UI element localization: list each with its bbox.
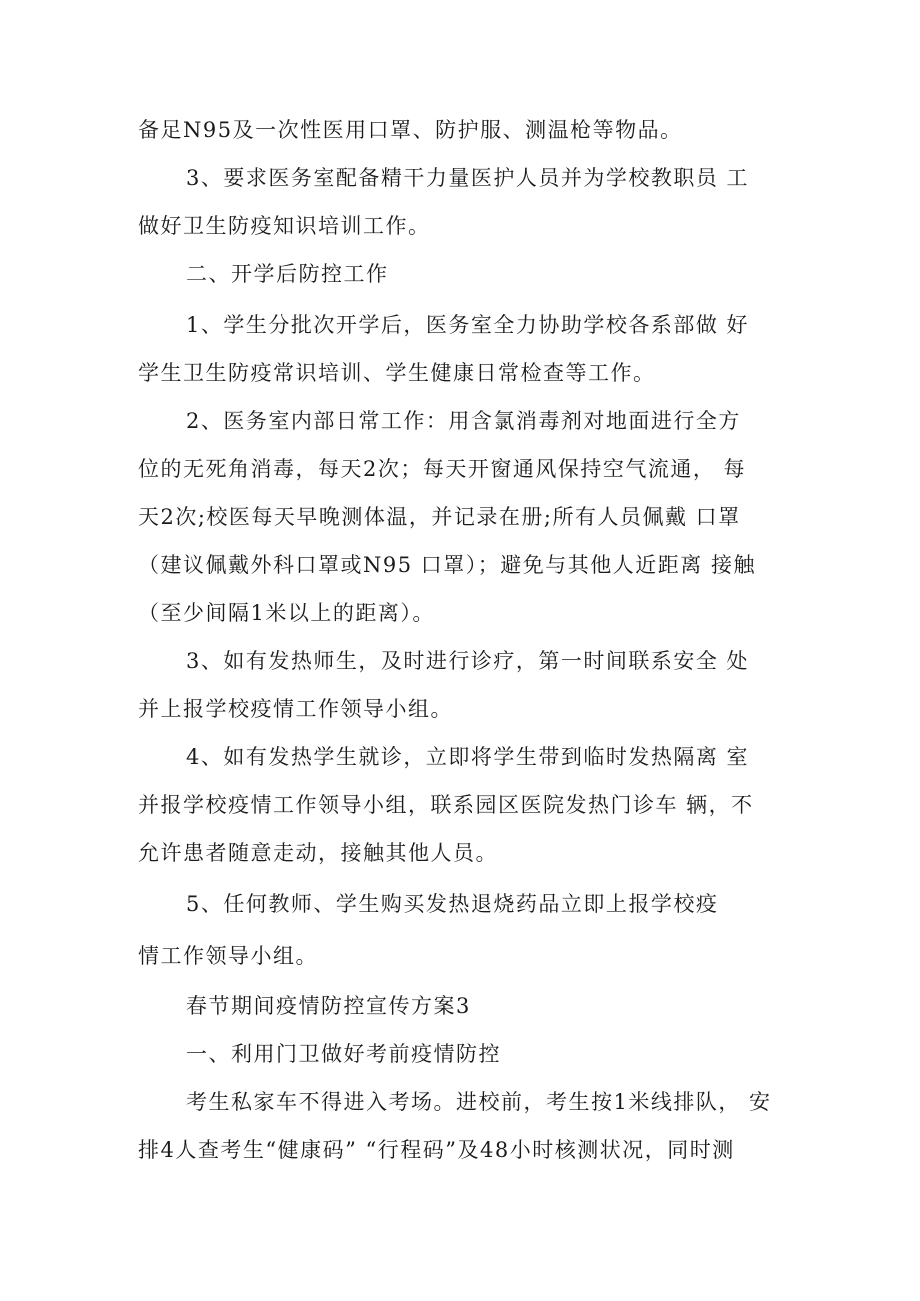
section-heading: 春节期间疫情防控宣传方案3 — [186, 994, 471, 1018]
text-line: （至少间隔1米以上的距离）。 — [138, 601, 435, 625]
text-line: 3、要求医务室配备精干力量医护人员并为学校教职员 工 — [186, 166, 750, 190]
text-line: 3、如有发热师生，及时进行诊疗，第一时间联系安全 处 — [186, 649, 750, 673]
text-line: 并上报学校疫情工作领导小组。 — [138, 697, 453, 721]
text-line: （建议佩戴外科口罩或N95 口罩）；避免与其他人近距离 接触 — [138, 553, 756, 577]
text-line: 做好卫生防疫知识培训工作。 — [138, 214, 431, 238]
text-line: 备足N95及一次性医用口罩、防护服、测温枪等物品。 — [138, 118, 683, 142]
text-line: 1、学生分批次开学后，医务室全力协助学校各系部做 好 — [186, 313, 750, 337]
text-line: 5、任何教师、学生购买发热退烧药品立即上报学校疫 — [186, 892, 719, 916]
text-line: 2、医务室内部日常工作：用含氯消毒剂对地面进行全方 — [186, 409, 741, 433]
text-line: 情工作领导小组。 — [138, 944, 318, 968]
text-line: 排4人查考生“健康码” “行程码”及48小时核测状况，同时测 — [138, 1138, 735, 1162]
text-line: 考生私家车不得进入考场。进校前，考生按1米线排队， 安 — [186, 1090, 772, 1114]
section-heading: 二、开学后防控工作 — [186, 262, 389, 286]
text-line: 学生卫生防疫常识培训、学生健康日常检查等工作。 — [138, 361, 656, 385]
text-line: 4、如有发热学生就诊，立即将学生带到临时发热隔离 室 — [186, 745, 750, 769]
text-line: 允许患者随意走动，接触其他人员。 — [138, 841, 498, 865]
text-line: 并报学校疫情工作领导小组，联系园区医院发热门诊车 辆，不 — [138, 793, 754, 817]
text-line: 天2次;校医每天早晚测体温，并记录在册;所有人员佩戴 口罩 — [138, 505, 741, 529]
text-line: 位的无死角消毒，每天2次；每天开窗通风保持空气流通， 每 — [138, 457, 747, 481]
section-heading: 一、利用门卫做好考前疫情防控 — [186, 1042, 501, 1066]
